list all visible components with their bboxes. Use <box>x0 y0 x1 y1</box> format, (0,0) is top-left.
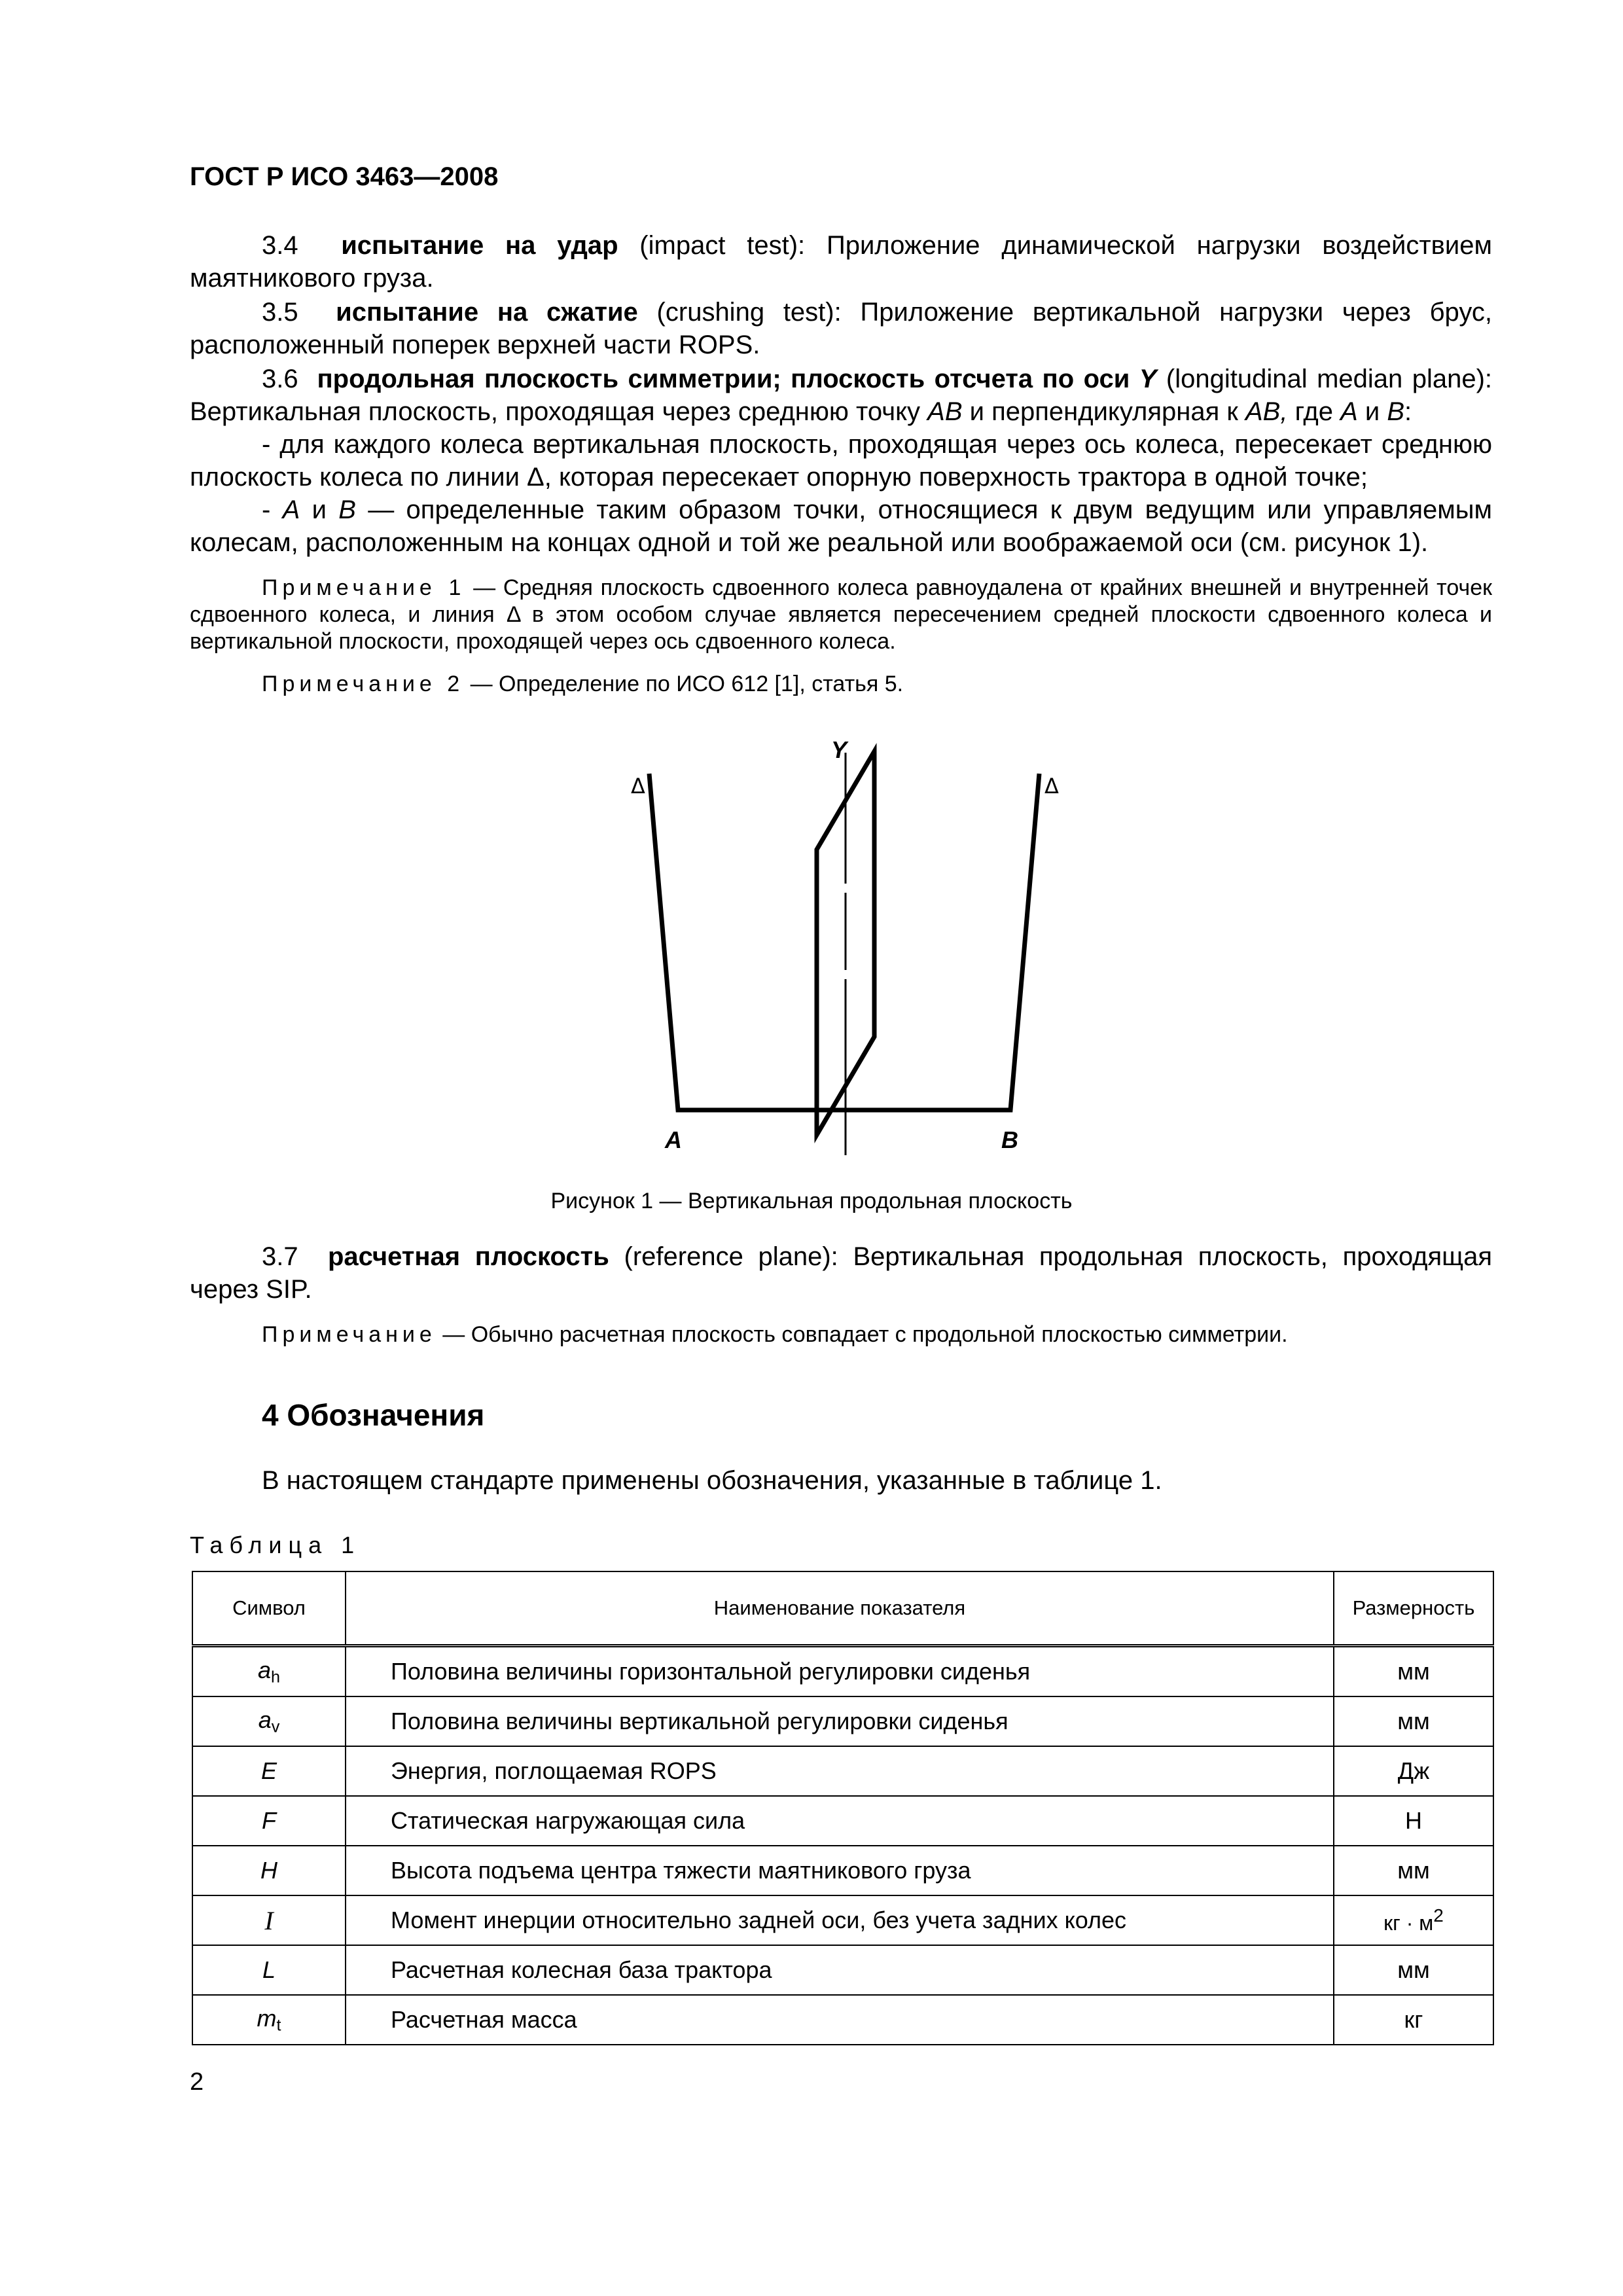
term-3-7 <box>190 1240 1492 1306</box>
unit-cell: мм <box>1334 1696 1493 1746</box>
label-point-b: B <box>1001 1126 1018 1153</box>
symbol-subscript: h <box>271 1668 281 1687</box>
name-cell: Энергия, поглощаемая ROPS <box>346 1746 1334 1796</box>
header-name: Наименование показателя <box>346 1571 1334 1646</box>
symbol-cell <box>192 1646 346 1697</box>
bullet-dash: - <box>262 495 283 524</box>
table-row <box>192 1995 1493 2045</box>
symbol-cell: E <box>192 1746 346 1796</box>
unit-text: кг · м <box>1383 1910 1434 1935</box>
symbols-table <box>192 1571 1494 2045</box>
symbol-cell: F <box>192 1796 346 1846</box>
term-3-6 <box>190 363 1492 428</box>
note-1 <box>190 575 1492 655</box>
symbol-cell: H <box>192 1846 346 1895</box>
term-number: 3.4 <box>262 231 298 260</box>
name-cell: Момент инерции относительно задней оси, без учета задних колес <box>346 1895 1334 1945</box>
label-point-a: A <box>665 1126 682 1153</box>
note-label: Примечание 2 <box>262 672 465 696</box>
table-row <box>192 1796 1493 1846</box>
document-code-header: ГОСТ Р ИСО 3463—2008 <box>190 162 499 191</box>
name-cell: Половина величины горизонтальной регулировки сиденья <box>346 1646 1334 1697</box>
symbol-cell <box>192 1696 346 1746</box>
name-cell: Статическая нагружающая сила <box>346 1796 1334 1846</box>
term-title: расчетная плоскость <box>327 1242 609 1271</box>
term-title: продольная плоскость симметрии; плоскость отсчета по оси <box>317 365 1130 393</box>
label-y-axis: Y <box>831 736 847 763</box>
section-4-title: 4 Обозначения <box>262 1398 485 1432</box>
table-row <box>192 1846 1493 1895</box>
symbol-subscript: v <box>271 1717 280 1736</box>
definitions-block-2 <box>190 1240 1492 1348</box>
table-row <box>192 1945 1493 1995</box>
symbol-cell <box>192 1995 346 2045</box>
note-label: Примечание 1 <box>262 575 466 600</box>
term-axis: Y <box>1139 365 1157 393</box>
table-row <box>192 1746 1493 1796</box>
unit-cell: мм <box>1334 1646 1493 1697</box>
delta-line-left <box>649 774 683 1110</box>
figure-vertical-plane <box>589 733 1099 1178</box>
bullet-text: — определенные таким образом точки, относящиеся к двум ведущим или управляемым колесам, расположенным на концах одной и той же реальной или воображаемой оси (см. рисунок 1). <box>190 495 1492 557</box>
symbol: a <box>258 1706 272 1733</box>
term-title: испытание на сжатие <box>336 298 638 327</box>
term-3-4 <box>190 229 1492 295</box>
point-b: B <box>338 495 356 524</box>
header-unit: Размерность <box>1334 1571 1493 1646</box>
unit-cell <box>1334 1895 1493 1945</box>
table-row <box>192 1895 1493 1945</box>
table-label: Таблица 1 <box>190 1532 361 1558</box>
colon: : <box>1404 397 1412 426</box>
term-definition: (reference plane): Вертикальная продольная плоскость, проходящая через SIP. <box>190 1242 1493 1304</box>
bullet-points-ab <box>190 493 1492 559</box>
note-label: Примечание <box>262 1322 437 1347</box>
unit-cell: Н <box>1334 1796 1493 1846</box>
section-4-intro: В настоящем стандарте применены обозначения, указанные в таблице 1. <box>262 1466 1162 1495</box>
name-cell: Половина величины вертикальной регулировки сиденья <box>346 1696 1334 1746</box>
name-cell: Высота подъема центра тяжести маятникового груза <box>346 1846 1334 1895</box>
page-number: 2 <box>190 2068 204 2096</box>
point-b: B <box>1387 397 1405 426</box>
note-text: — Средняя плоскость сдвоенного колеса равноудалена от крайних внешней и внутренней точек сдвоенного колеса, и линия Δ в этом особом случае является пересечением средней плоскости сдвоенного колеса и вертикальной плоскости, проходящей через ось сдвоенного колеса. <box>190 575 1492 654</box>
delta-line-right <box>1005 774 1039 1110</box>
term-title: испытание на удар <box>341 231 618 260</box>
table-header-row <box>192 1571 1493 1646</box>
term-definition-cont: где <box>1287 397 1341 426</box>
term-definition: (crushing test): Приложение вертикальной нагрузки через брус, расположенный поперек верхней части ROPS. <box>190 298 1492 359</box>
header-symbol: Символ <box>192 1571 346 1646</box>
term-3-5 <box>190 296 1492 361</box>
term-definition: (impact test): Приложение динамической нагрузки воздействием маятникового груза. <box>190 231 1492 293</box>
unit-superscript: 2 <box>1433 1905 1444 1926</box>
unit-cell: кг <box>1334 1995 1493 2045</box>
segment-ab: AB <box>927 397 963 426</box>
symbol: a <box>257 1656 271 1683</box>
label-delta-right: Δ <box>1044 774 1059 798</box>
name-cell: Расчетная масса <box>346 1995 1334 2045</box>
term-number: 3.7 <box>262 1242 298 1271</box>
table-row <box>192 1696 1493 1746</box>
term-definition-cont: и перпендикулярная к <box>962 397 1245 426</box>
note-3 <box>190 1321 1492 1348</box>
symbol-subscript: t <box>276 2016 281 2035</box>
definitions-block <box>190 229 1492 698</box>
conjunction: и <box>300 495 339 524</box>
segment-ab: AB, <box>1245 397 1288 426</box>
note-text: — Обычно расчетная плоскость совпадает с продольной плоскостью симметрии. <box>436 1322 1288 1347</box>
symbol-cell: L <box>192 1945 346 1995</box>
symbol-cell: I <box>192 1895 346 1945</box>
table-row <box>192 1646 1493 1697</box>
term-number: 3.5 <box>262 298 298 327</box>
figure-caption: Рисунок 1 — Вертикальная продольная плоскость <box>550 1189 1073 1213</box>
symbol: m <box>257 2004 277 2032</box>
unit-cell: мм <box>1334 1945 1493 1995</box>
unit-cell: Дж <box>1334 1746 1493 1796</box>
name-cell: Расчетная колесная база трактора <box>346 1945 1334 1995</box>
label-delta-left: Δ <box>631 774 645 798</box>
unit-cell: мм <box>1334 1846 1493 1895</box>
note-2 <box>190 671 1492 698</box>
term-definition: (longitudinal median plane): Вертикальная плоскость, проходящая через среднюю точку <box>190 365 1493 426</box>
point-a: A <box>1340 397 1358 426</box>
bullet-wheel-plane: - для каждого колеса вертикальная плоскость, проходящая через ось колеса, пересекает среднюю плоскость колеса по линии Δ, которая пересекает опорную поверхность трактора в одной точке; <box>190 430 1492 492</box>
conjunction: и <box>1357 397 1387 426</box>
note-text: — Определение по ИСО 612 [1], статья 5. <box>464 672 904 696</box>
point-a: A <box>282 495 300 524</box>
term-number: 3.6 <box>262 365 298 393</box>
